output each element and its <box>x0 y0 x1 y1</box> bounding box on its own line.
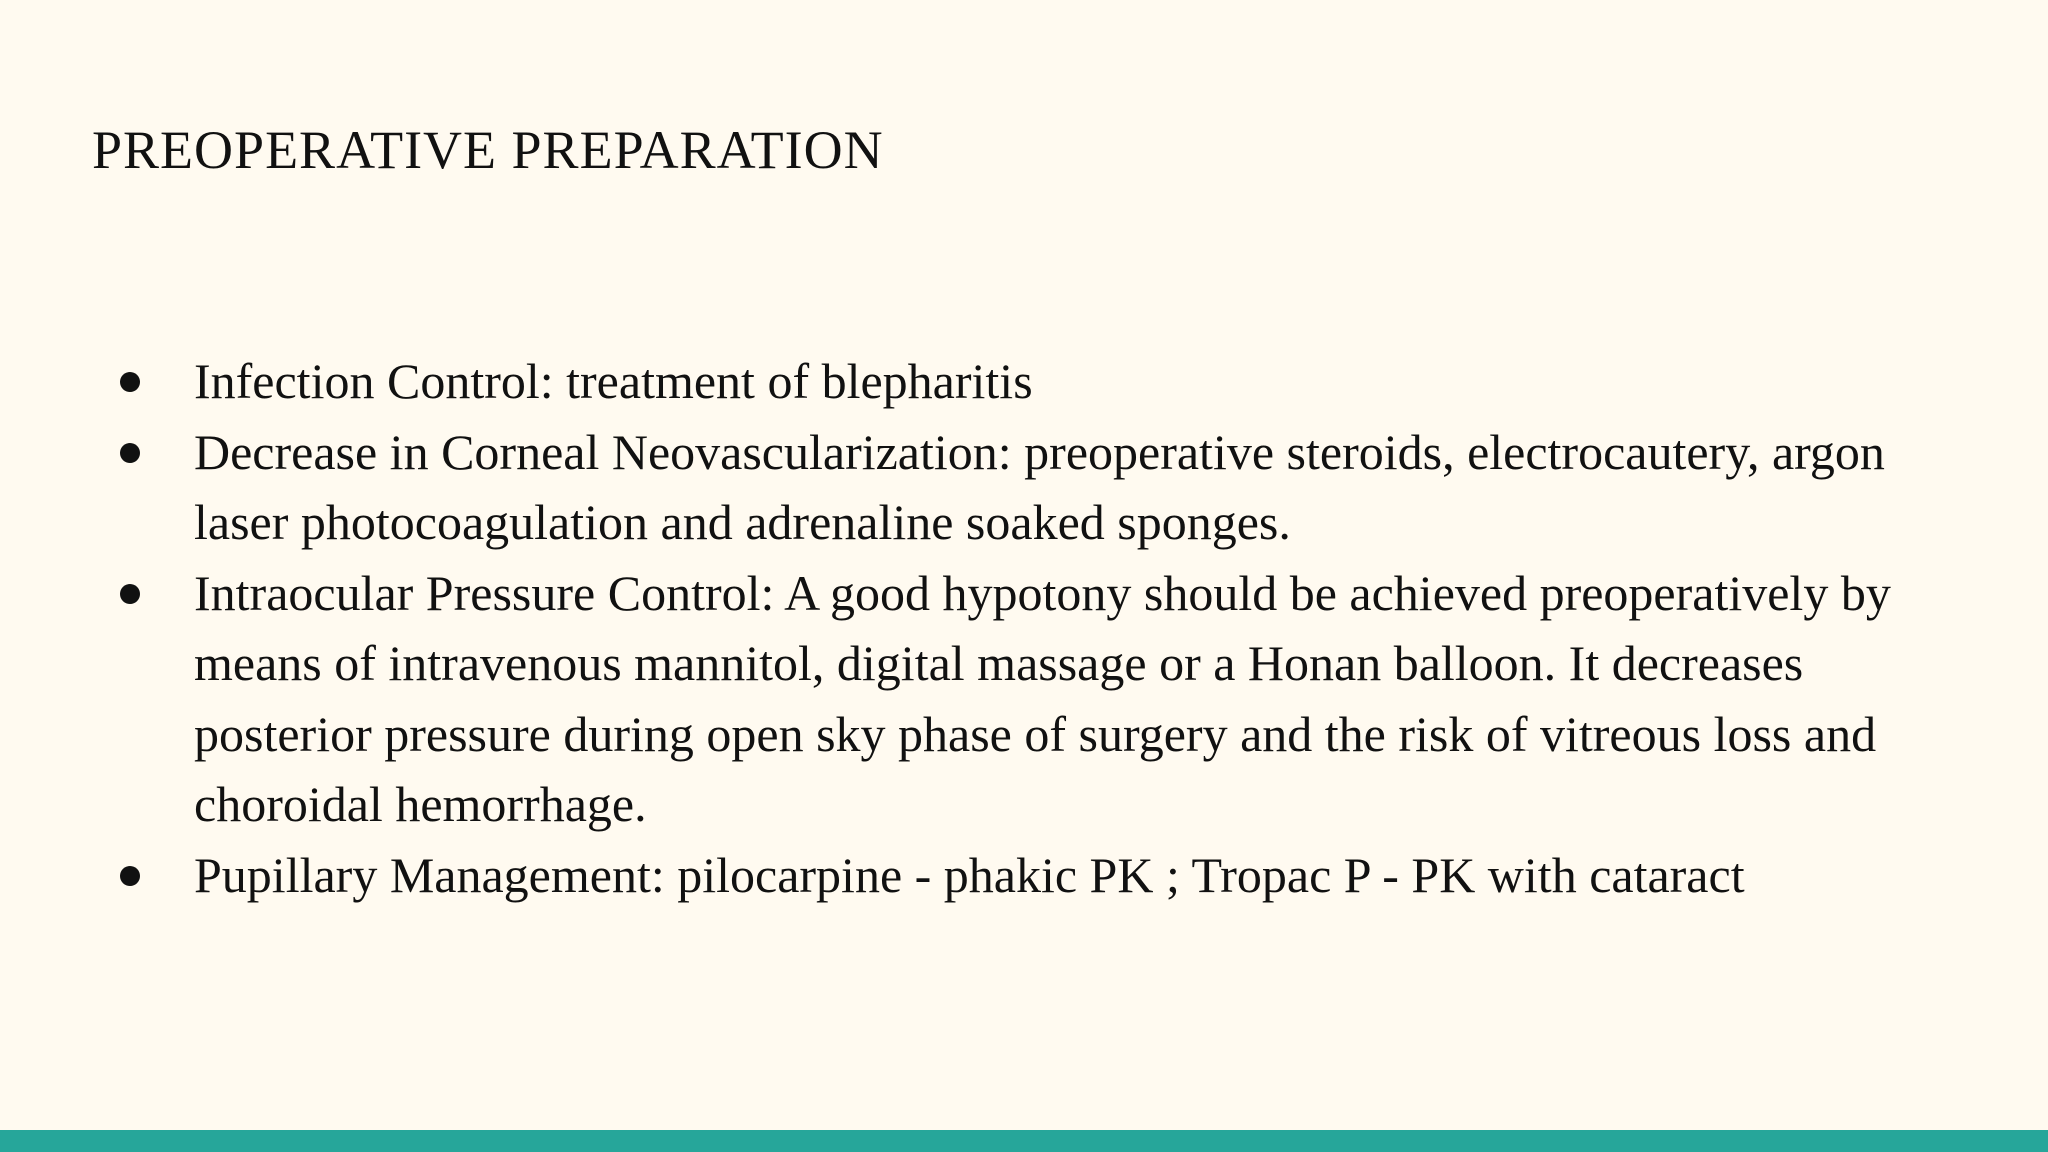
accent-bar <box>0 1130 2048 1152</box>
bullet-item-corneal-neovascularization <box>110 417 1940 558</box>
bullet-dot-icon <box>120 584 140 604</box>
bullet-dot-icon <box>120 372 140 392</box>
bullet-text: Pupillary Management: pilocarpine - phakic PK ; Tropac P - PK with cataract <box>194 846 1745 903</box>
slide-title: PREOPERATIVE PREPARATION <box>92 120 884 180</box>
bullet-list <box>110 346 1940 910</box>
bullet-item-intraocular-pressure <box>110 558 1940 840</box>
bullet-text: Infection Control: treatment of blepharitis <box>194 353 1033 409</box>
bullet-item-infection-control <box>110 346 1940 417</box>
bullet-text: Intraocular Pressure Control: A good hypotony should be achieved preoperatively by means of intravenous mannitol, digital massage or a Honan balloon. It decreases posterior pressure during open sky phase of surgery and the risk of vitreous loss and choroidal hemorrhage. <box>194 564 1891 832</box>
bullet-text: Decrease in Corneal Neovascularization: preoperative steroids, electrocautery, argon laser photocoagulation and adrenaline soaked sponges. <box>194 423 1885 550</box>
bullet-item-pupillary-management <box>110 840 1940 911</box>
bullet-dot-icon <box>120 866 140 886</box>
bullet-dot-icon <box>120 443 140 463</box>
